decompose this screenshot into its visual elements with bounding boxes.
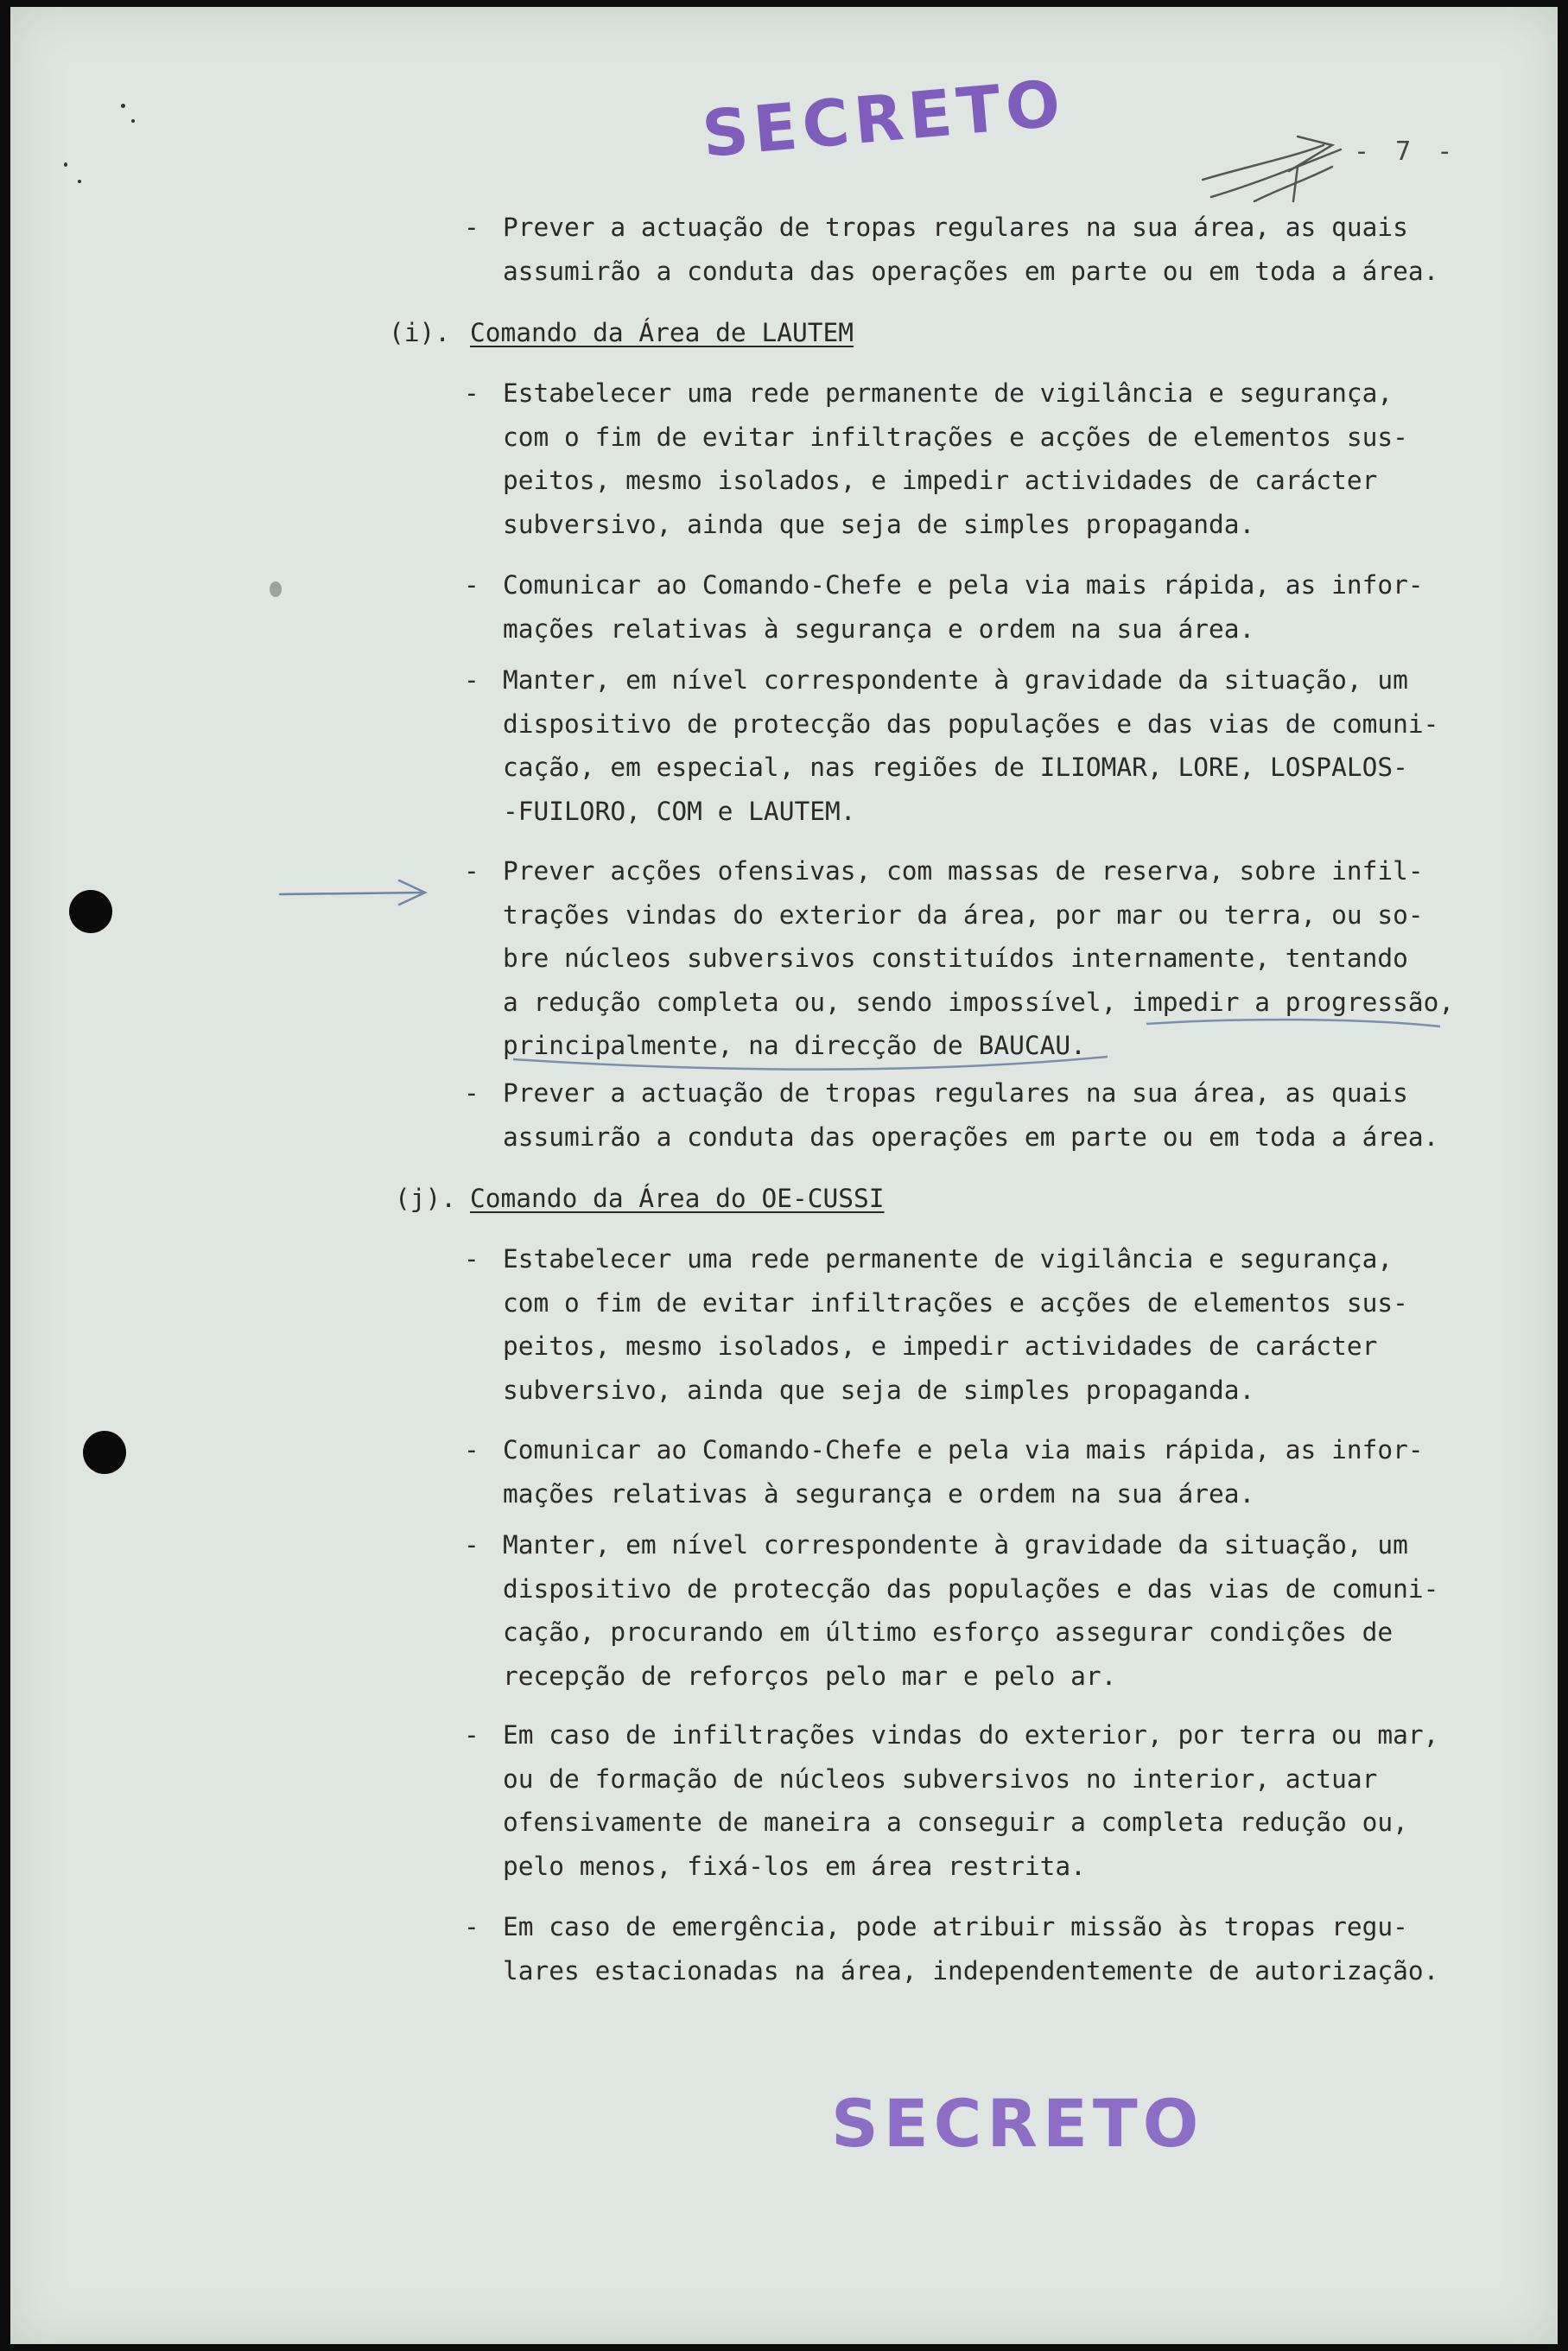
text-line: principalmente, na direcção de BAUCAU. xyxy=(503,1031,1086,1060)
text-line: dispositivo de protecção das populações e das vias de comuni- xyxy=(503,708,1439,739)
bullet-dash: - xyxy=(464,1530,479,1560)
text-line: a redução completa ou, sendo impossível, impedir a progressão, xyxy=(503,987,1455,1017)
bullet-dash: - xyxy=(464,1078,479,1108)
text-line: dispositivo de protecção das populações e das vias de comuni- xyxy=(503,1573,1439,1604)
text-line: Manter, em nível correspondente à gravidade da situação, um xyxy=(503,665,1408,695)
text-line: peitos, mesmo isolados, e impedir actividades de carácter xyxy=(503,1331,1378,1361)
secreto-stamp-top: SECRETO xyxy=(699,66,1069,172)
text-line: recepção de reforços pelo mar e pelo ar. xyxy=(503,1661,1117,1691)
bullet-dash: - xyxy=(464,1244,479,1274)
bullet-dash: - xyxy=(464,378,479,408)
text-line: com o fim de evitar infiltrações e acções de elementos sus- xyxy=(503,1287,1408,1318)
text-line: lares estacionadas na área, independentemente de autorização. xyxy=(503,1955,1439,1986)
text-line: Estabelecer uma rede permanente de vigilância e segurança, xyxy=(503,378,1393,408)
text-line: peitos, mesmo isolados, e impedir actividades de carácter xyxy=(503,466,1378,495)
secreto-stamp-bottom: SECRETO xyxy=(831,2085,1204,2162)
text-line: com o fim de evitar infiltrações e acções de elementos sus- xyxy=(503,422,1408,452)
text-line: cação, em especial, nas regiões de ILIOMAR, LORE, LOSPALOS- xyxy=(503,753,1408,782)
text-line: ofensivamente de maneira a conseguir a completa redução ou, xyxy=(503,1808,1408,1837)
bullet-dash: - xyxy=(464,570,479,600)
text-line: bre núcleos subversivos constituídos internamente, tentando xyxy=(503,944,1408,973)
text-line: Prever a actuação de tropas regulares na sua área, as quais xyxy=(503,213,1408,242)
text-line: mações relativas à segurança e ordem na sua área. xyxy=(503,613,1255,644)
page-number: - 7 - xyxy=(1354,137,1458,167)
text-line: subversivo, ainda que seja de simples propaganda. xyxy=(503,509,1255,539)
text-line: Prever acções ofensivas, com massas de reserva, sobre infil- xyxy=(503,856,1424,886)
section-label: (j). xyxy=(395,1184,457,1213)
section-label: (i). xyxy=(389,318,451,347)
text-line: ou de formação de núcleos subversivos no interior, actuar xyxy=(503,1763,1378,1794)
bullet-dash: - xyxy=(464,1720,479,1750)
text-line: Comunicar ao Comando-Chefe e pela via mais rápida, as infor- xyxy=(503,570,1424,600)
text-line: pelo menos, fixá-los em área restrita. xyxy=(503,1851,1086,1881)
section-title: Comando da Área de LAUTEM xyxy=(470,318,854,347)
section-title: Comando da Área do OE-CUSSI xyxy=(470,1184,885,1213)
bullet-dash: - xyxy=(464,856,479,886)
text-line: Manter, em nível correspondente à gravidade da situação, um xyxy=(503,1530,1408,1560)
pencil-underline xyxy=(10,7,1558,2344)
text-line: cação, procurando em último esforço assegurar condições de xyxy=(503,1617,1393,1647)
bullet-dash: - xyxy=(464,665,479,695)
text-line: -FUILORO, COM e LAUTEM. xyxy=(503,796,856,826)
text-line: trações vindas do exterior da área, por mar ou terra, ou so- xyxy=(503,899,1424,930)
document-page xyxy=(10,7,1558,2344)
text-line: Estabelecer uma rede permanente de vigilância e segurança, xyxy=(503,1244,1393,1274)
text-line: subversivo, ainda que seja de simples propaganda. xyxy=(503,1375,1255,1405)
text-line: assumirão a conduta das operações em parte ou em toda a área. xyxy=(503,256,1439,286)
text-line: assumirão a conduta das operações em parte ou em toda a área. xyxy=(503,1121,1439,1152)
bullet-dash: - xyxy=(464,213,479,242)
text-line: Em caso de infiltrações vindas do exterior, por terra ou mar, xyxy=(503,1720,1439,1750)
text-line: Em caso de emergência, pode atribuir missão às tropas regu- xyxy=(503,1912,1408,1941)
bullet-dash: - xyxy=(464,1435,479,1465)
bullet-dash: - xyxy=(464,1912,479,1941)
text-line: mações relativas à segurança e ordem na sua área. xyxy=(503,1478,1255,1509)
text-line: Prever a actuação de tropas regulares na sua área, as quais xyxy=(503,1078,1408,1108)
text-line: Comunicar ao Comando-Chefe e pela via mais rápida, as infor- xyxy=(503,1435,1424,1465)
